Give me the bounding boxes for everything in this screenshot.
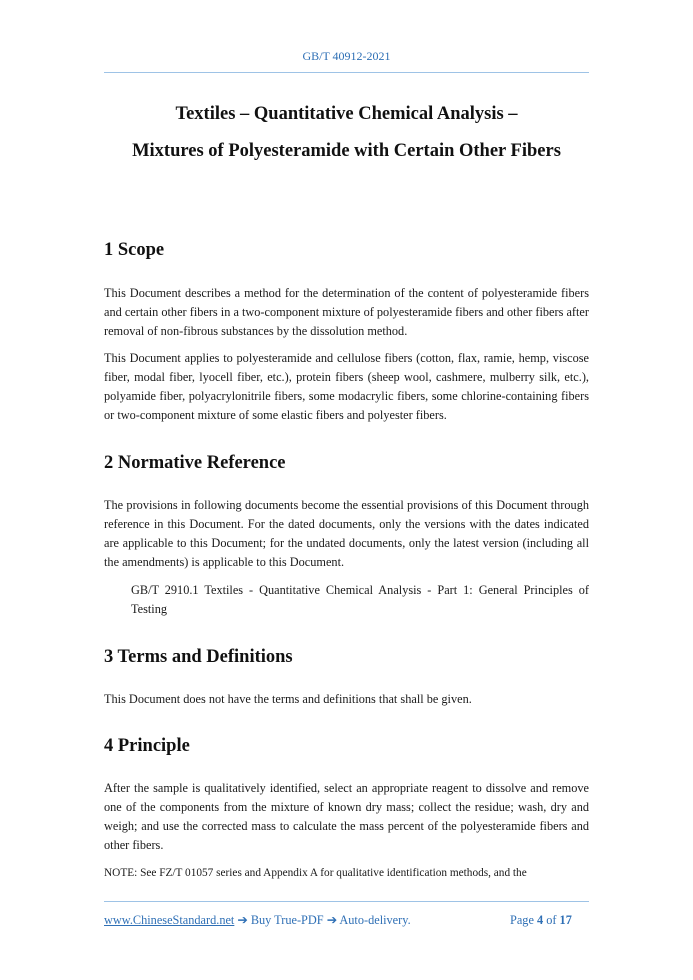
footer-links bbox=[104, 913, 411, 928]
principle-note: NOTE: See FZ/T 01057 series and Appendix A for qualitative identification methods, and the bbox=[104, 867, 527, 879]
heading-scope: 1 Scope bbox=[104, 240, 165, 260]
page-label: Page bbox=[510, 913, 534, 927]
page-total: 17 bbox=[559, 913, 572, 927]
heading-normative-reference: 2 Normative Reference bbox=[104, 453, 286, 473]
arrow-right-icon: ➔ bbox=[237, 913, 248, 927]
document-title-line-2: Mixtures of Polyesteramide with Certain Other Fibers bbox=[132, 141, 561, 161]
buy-pdf-link[interactable]: Buy True-PDF bbox=[250, 913, 324, 927]
footer-divider bbox=[104, 901, 589, 902]
normative-reference-item: GB/T 2910.1 Textiles - Quantitative Chemical Analysis - Part 1: General Principles of Testing bbox=[131, 583, 589, 616]
terms-paragraph-1: This Document does not have the terms and definitions that shall be given. bbox=[104, 692, 472, 706]
header-divider bbox=[104, 72, 589, 73]
scope-paragraph-1: This Document describes a method for the determination of the content of polyesteramide fibers and certain other fibers in a two-component mixture of polyesteramide fibers and other fibers after removal of non-fibrous substances by the dissolution method. bbox=[104, 286, 589, 338]
auto-delivery-text: Auto-delivery. bbox=[339, 913, 411, 927]
arrow-right-icon: ➔ bbox=[326, 913, 337, 927]
page-number: 4 bbox=[536, 913, 544, 927]
standard-code: GB/T 40912-2021 bbox=[302, 49, 391, 63]
principle-paragraph-1: After the sample is qualitatively identified, select an appropriate reagent to dissolve and remove one of the components from the mixture of known dry mass; collect the residue; wash, dry and weigh; and use the corrected mass to calculate the mass percent of the polyesteramide fibers and other fibers. bbox=[104, 781, 589, 852]
page-indicator bbox=[510, 913, 572, 928]
normative-paragraph-1: The provisions in following documents become the essential provisions of this Document through reference in this Document. For the dated documents, only the versions with the dates indicated are applicable to this Document; for the undated documents, only the latest version (including all the amendments) is applicable to this Document. bbox=[104, 498, 589, 569]
heading-terms-definitions: 3 Terms and Definitions bbox=[104, 647, 293, 667]
scope-paragraph-2: This Document applies to polyesteramide and cellulose fibers (cotton, flax, ramie, hemp, viscose fiber, modal fiber, lyocell fiber, etc.), protein fibers (sheep wool, cashmere, mulberry silk, etc.), polyamide fiber, polyacrylonitrile fibers, some modacrylic fibers, some chlorine-containing fibers or two-component mixture of some elastic fibers and polyester fibers. bbox=[104, 351, 589, 422]
heading-principle: 4 Principle bbox=[104, 736, 190, 756]
site-link[interactable]: www.ChineseStandard.net bbox=[104, 913, 235, 927]
of-label: of bbox=[546, 913, 557, 927]
document-title-line-1: Textiles – Quantitative Chemical Analysis – bbox=[175, 104, 518, 124]
